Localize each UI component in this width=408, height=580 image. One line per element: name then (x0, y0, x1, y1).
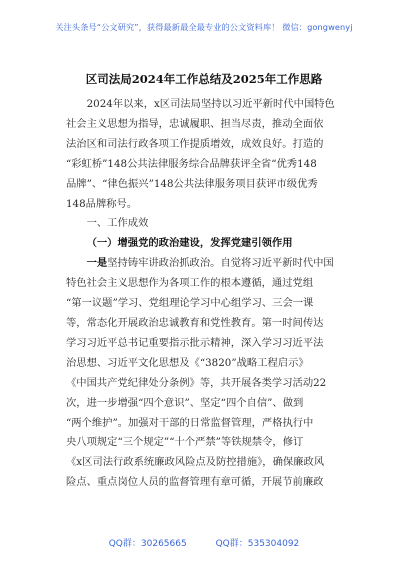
paragraph-line: 险点、重点岗位人员的监督管理有章可循，开展节前廉政 (66, 476, 324, 489)
subsection-heading: （一）增强党的政治建设，发挥党建引领作用 (86, 237, 293, 250)
qq-group-1: QQ群：30265665 (108, 539, 187, 549)
section-heading: 一、工作成效 (86, 217, 149, 230)
intro-line: “彩虹桥”148公共法律服务综合品牌获评全省“优秀148 (66, 157, 317, 170)
paragraph-line: 等，常态化开展政治忠诚教育和党性教育。第一时间传达 (66, 316, 324, 329)
page-title: 区司法局2024年工作总结及2025年工作思路 (85, 72, 323, 86)
paragraph-line: 次，进一步增强“四个意识”、坚定“四个自信”、做到 (66, 396, 304, 409)
body-paragraph (66, 254, 353, 493)
intro-paragraph (66, 95, 353, 214)
paragraph-line: 《中国共产党纪律处分条例》等，共开展各类学习活动22 (66, 376, 327, 389)
paragraph-line: 治思想、习近平文化思想及《“3820”战略工程启示》 (66, 356, 309, 369)
footer-contacts (0, 536, 408, 549)
lead-marker: 一是 (86, 257, 108, 270)
header-banner: 关注头条号“公文研究”，获得最新最全最专业的公文资料库！ 微信：gongwenyj (55, 22, 353, 32)
intro-line: 2024年以来，x区司法局坚持以习近平新时代中国特色 (86, 98, 335, 110)
intro-line: 品牌”、“律色振兴”148公共法律服务项目获评市级优秀 (66, 177, 318, 190)
paragraph-line: 央八项规定“三个规定”“十个严禁”等铁规禁令，修订 (66, 436, 304, 449)
intro-line: 法治区和司法行政各项工作提质增效，成效良好。打造的 (66, 137, 324, 150)
paragraph-line: 《x区司法行政系统廉政风险点及防控措施》，确保廉政风 (66, 456, 325, 469)
intro-line: 社会主义思想为指导，忠诚履职、担当尽责，推动全面依 (66, 117, 324, 130)
paragraph-line (66, 254, 353, 274)
paragraph-line-text: 坚持铸牢讲政治抓政治。自觉将习近平新时代中国 (107, 257, 334, 270)
paragraph-line: 学习习近平总书记重要指示批示精神，深入学习习近平法 (66, 336, 324, 349)
paragraph-line: “第一议题”学习、党组理论学习中心组学习、三会一课 (66, 297, 314, 310)
qq-group-2: QQ群：535304092 (215, 539, 300, 549)
paragraph-line: “两个维护”。加强对干部的日常监督管理，严格执行中 (66, 416, 314, 429)
intro-line: 148品牌称号。 (66, 197, 138, 210)
paragraph-line: 特色社会主义思想作为各项工作的根本遵循，通过党组 (66, 277, 314, 290)
document-body (66, 95, 353, 493)
